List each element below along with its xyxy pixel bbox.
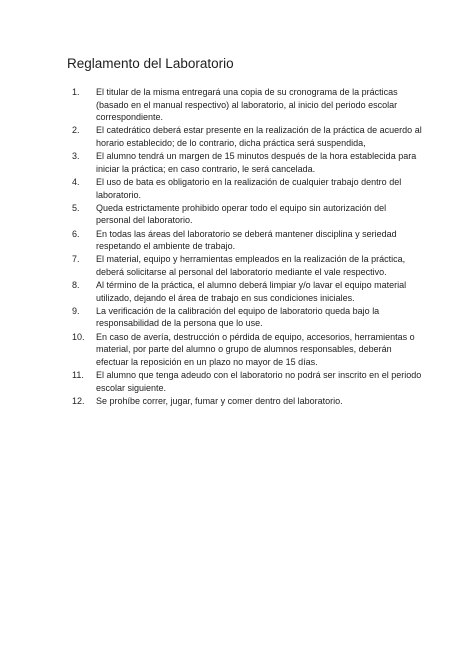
rule-item-6: [72, 228, 422, 253]
rule-text: El uso de bata es obligatorio en la realización de cualquier trabajo dentro del laboratorio.: [96, 176, 402, 200]
rule-item-10: [72, 331, 422, 369]
rule-number: 4.: [72, 176, 80, 187]
rules-list: [72, 86, 422, 408]
rule-item-9: [72, 305, 422, 330]
rule-number: 7.: [72, 254, 80, 265]
rule-item-1: [72, 86, 422, 124]
rule-item-4: [72, 176, 422, 201]
rule-item-11: [72, 369, 422, 394]
rule-number: 12.: [72, 395, 85, 406]
rule-number: 8.: [72, 280, 80, 291]
rule-item-8: [72, 279, 422, 304]
rule-item-3: [72, 150, 422, 175]
rule-text: El alumno que tenga adeudo con el laboratorio no podrá ser inscrito en el periodo escolar siguiente.: [96, 370, 422, 393]
rule-text: Queda estrictamente prohibido operar todo el equipo sin autorización del personal del laboratorio.: [96, 202, 387, 226]
rule-number: 11.: [72, 370, 84, 380]
rule-number: 1.: [72, 87, 80, 97]
rule-number: 5.: [72, 202, 80, 213]
document-title: Reglamento del Laboratorio: [67, 56, 234, 71]
rule-text: En caso de avería, destrucción o pérdida de equipo, accesorios, herramientas o material, por parte del alumno o grupo de alumnos responsables, deberán efectuar la reposición en un plazo no mayor de 15 días.: [96, 331, 415, 367]
rule-text: El material, equipo y herramientas empleados en la realización de la práctica, deberá solicitarse al personal del laboratorio mediante el vale respectivo.: [96, 254, 406, 277]
rule-text: El alumno tendrá un margen de 15 minutos después de la hora establecida para iniciar la práctica; en caso contrario, le será cancelada.: [96, 151, 417, 174]
rule-text: El catedrático deberá estar presente en la realización de la práctica de acuerdo al horario establecido; de lo contrario, dicha práctica será suspendida,: [96, 125, 422, 148]
rule-number: 2.: [72, 125, 80, 136]
rule-number: 3.: [72, 151, 80, 162]
rule-text: El titular de la misma entregará una copia de su cronograma de la prácticas (basado en el manual respectivo) al laboratorio, al inicio del periodo escolar correspondiente.: [96, 87, 398, 123]
rule-number: 6.: [72, 228, 80, 239]
rule-text: En todas las áreas del laboratorio se deberá mantener disciplina y seriedad respetando el ambiente de trabajo.: [96, 228, 397, 252]
rule-item-12: [72, 395, 422, 408]
rule-text: Al término de la práctica, el alumno deberá limpiar y/o lavar el equipo material utilizado, dejando el área de trabajo en sus condiciones iniciales.: [96, 280, 407, 303]
rule-text: Se prohíbe correr, jugar, fumar y comer dentro del laboratorio.: [96, 395, 343, 406]
rule-text: La verificación de la calibración del equipo de laboratorio queda bajo la responsabilidad de la persona que lo use.: [96, 305, 380, 329]
rule-number: 10.: [72, 331, 85, 342]
rule-number: 9.: [72, 305, 80, 316]
rule-item-5: [72, 202, 422, 227]
rule-item-2: [72, 124, 422, 149]
rule-item-7: [72, 253, 422, 278]
